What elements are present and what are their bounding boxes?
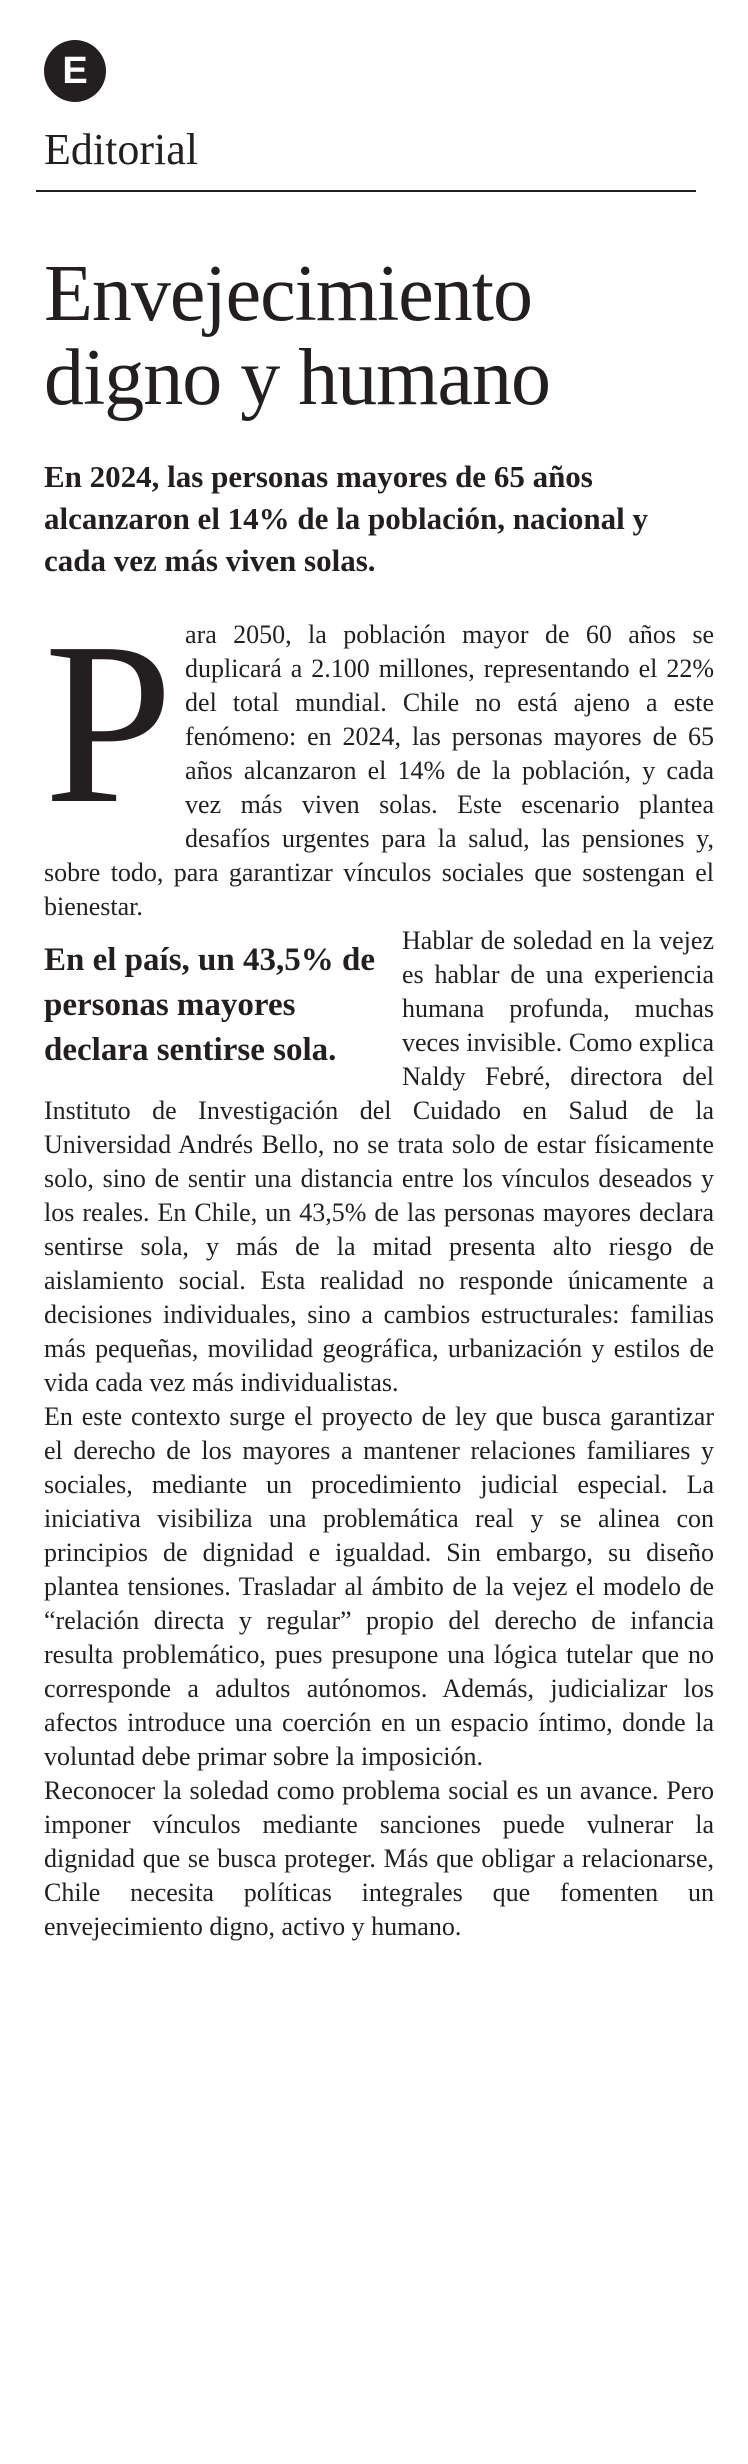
headline: Envejecimiento digno y humano	[44, 250, 550, 422]
section-divider	[36, 190, 696, 192]
paragraph-3: En este contexto surge el proyecto de ley que busca garantizar el derecho de los mayores a mantener relaciones familiares y sociales, mediante un procedimiento judicial especial. La iniciativa visibiliza una problemática real y se alinea con principios de dignidad e igualdad. Sin embargo, su diseño plantea tensiones. Trasladar al ámbito de la vejez el modelo de “relación directa y regular” propio del derecho de infancia resulta problemático, pues presupone una lógica tutelar que no corresponde a adultos autónomos. Además, judicializar los afectos introduce una coerción en un espacio íntimo, donde la voluntad debe primar sobre la imposición.	[44, 1402, 714, 1771]
pull-quote: En el país, un 43,5% de personas mayores declara sentirse sola.	[44, 942, 375, 1068]
section-label: Editorial	[44, 125, 198, 174]
paragraph-4: Reconocer la soledad como problema social es un avance. Pero imponer vínculos mediante sanciones puede vulnerar la dignidad que se busca proteger. Más que obligar a relacionarse, Chile necesita políticas integrales que fomenten un envejecimiento digno, activo y humano.	[44, 1776, 714, 1941]
drop-cap: P	[44, 595, 174, 852]
deck-subtitle: En 2024, las personas mayores de 65 años alcanzaron el 14% de la población, nacional y cada vez más viven solas.	[44, 459, 648, 578]
article-body	[44, 595, 714, 1944]
badge-letter: E	[62, 50, 88, 92]
section-badge-logo	[44, 40, 106, 102]
paragraph-2: Hablar de soledad en la vejez es hablar de una experiencia humana profunda, muchas veces invisible. Como explica Naldy Febré, directora del Instituto de Investigación del Cuidado en Salud de la Universidad Andrés Bello, no se trata solo de estar físicamente solo, sino de sentir una distancia entre los vínculos deseados y los reales. En Chile, un 43,5% de las personas mayores declara sentirse sola, y más de la mitad presenta alto riesgo de aislamiento social. Esta realidad no responde únicamente a decisiones individuales, sino a cambios estructurales: familias más pequeñas, movilidad geográfica, urbanización y estilos de vida cada vez más individualistas.	[44, 926, 714, 1397]
paragraph-1: ara 2050, la población mayor de 60 años se duplicará a 2.100 millones, representando el 22% del total mundial. Chile no está ajeno a este fenómeno: en 2024, las personas mayores de 65 años alcanzaron el 14% de la población, y cada vez más viven solas. Este escenario plantea desafíos urgentes para la salud, las pensiones y, sobre todo, para garantizar vínculos sociales que sostengan el bienestar.	[44, 620, 714, 921]
